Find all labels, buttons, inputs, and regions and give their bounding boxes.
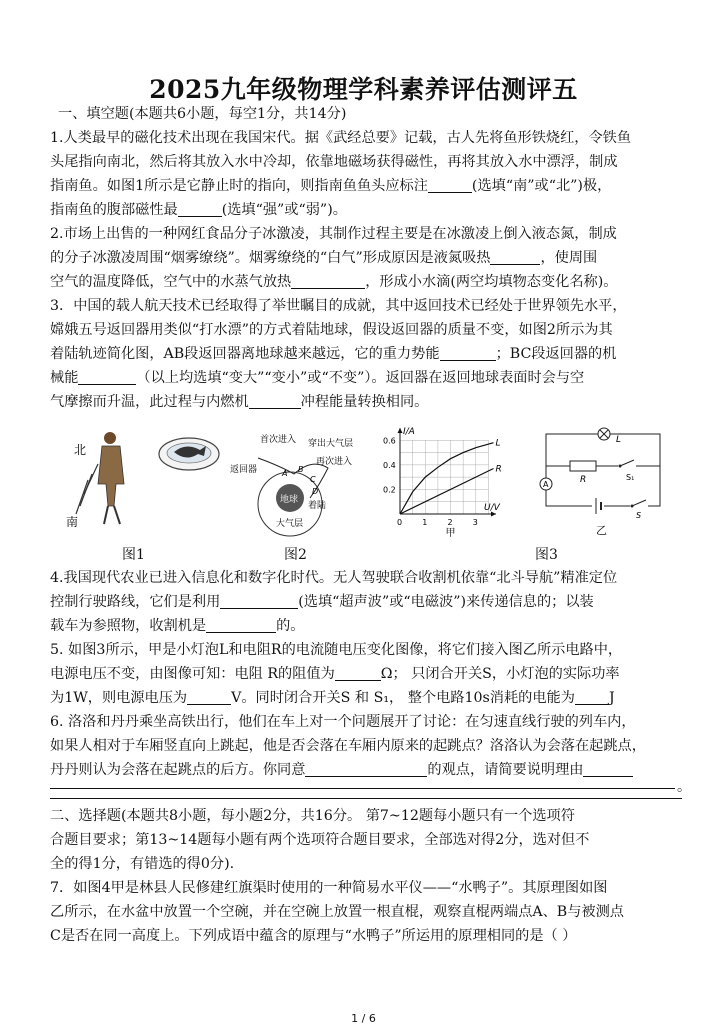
q4-text-3a: 载车为参照物，收割机是 xyxy=(50,618,207,634)
switch-s-icon xyxy=(630,500,648,508)
q3-blank-3[interactable] xyxy=(249,394,301,409)
fig2-point-A: A xyxy=(282,469,288,478)
q1-blank-2[interactable] xyxy=(178,202,222,217)
chart-ticks xyxy=(383,436,478,527)
fig2-returner-label: 返回器 xyxy=(230,465,258,475)
fig2-earth-label: 地球 xyxy=(280,495,299,505)
q1-text-4b: (选填“强”或“弱”)。 xyxy=(221,202,347,218)
q1-text-4a: 指南鱼的腹部磁性最 xyxy=(50,202,178,218)
y-tick-label: 0.4 xyxy=(383,460,396,470)
q7-line-1: 7．如图4甲是林县人民修建红旗渠时使用的一种简易水平仪——“水鸭子”。其原理图如图 xyxy=(50,880,608,896)
q6-line-1: 6. 洛洛和丹丹乘坐高铁出行，他们在车上对一个问题展开了讨论：在匀速直线行驶的列车内， xyxy=(50,714,636,730)
resistor-icon xyxy=(570,461,596,471)
q2-text-2b: ，使周围 xyxy=(540,250,598,266)
q6-text-3b: 的观点，请简要说明理由 xyxy=(427,762,584,778)
q5-blank-1[interactable] xyxy=(335,666,381,681)
q5-text-2b: Ω； 只闭合开关S，小灯泡的实际功率 xyxy=(380,666,620,682)
section-1-heading: 一、填空题(本题共6小题，每空1分，共14分) xyxy=(58,106,347,122)
q2-blank-2[interactable] xyxy=(291,274,365,289)
q3-text-4b: （以上均选填“变大”“变小”或“不变”）。返回器在返回地球表面时会与空 xyxy=(136,370,585,386)
circuit-S1-label: S₁ xyxy=(626,473,635,482)
q3-text-4a: 械能 xyxy=(50,370,79,386)
circuit-A-label: A xyxy=(543,480,549,489)
section-2-line-2: 合题目要求；第13~14题每小题有两个选项符合题目要求，全部选对得2分，选对但不 xyxy=(50,832,590,848)
q4-line-1: 4.我国现代农业已进入信息化和数字化时代。无人驾驶联合收割机依靠“北斗导航”精准定位 xyxy=(50,570,618,586)
chart-x-axis-label: U/V xyxy=(484,503,500,513)
chart-y-axis-label: I/A xyxy=(403,427,415,437)
q3-line-1: 3．中国的载人航天技术已经取得了举世瞩目的成就，其中返回技术已经处于世界领先水平， xyxy=(50,298,627,314)
fig2-atmosphere-label: 大气层 xyxy=(276,519,304,529)
q2-text-3a: 空气的温度降低，空气中的水蒸气放热 xyxy=(50,274,292,290)
q5-line-1: 5. 如图3所示，甲是小灯泡L和电阻R的电流随电压变化图像，将它们接入图乙所示电路中， xyxy=(50,642,623,658)
figure-3-caption: 图3 xyxy=(535,547,558,563)
circuit-frame xyxy=(546,434,660,506)
q3-text-5b: 冲程能量转换相同。 xyxy=(300,394,429,410)
q6-line-2: 如果人相对于车厢竖直向上跳起，他是否会落在车厢内原来的起跳点？洛洛认为会落在起跳点， xyxy=(50,738,646,754)
q3-line-3 xyxy=(50,344,682,364)
q5-text-3a: 为1W，则电源电压为 xyxy=(50,690,188,706)
q6-end-period: 。 xyxy=(677,779,691,795)
q6-line-3 xyxy=(50,760,682,780)
section-2-line-3: 全的得1分，有错选的得0分). xyxy=(50,856,235,872)
fig2-point-B: B xyxy=(298,465,304,474)
q3-line-4 xyxy=(50,368,682,388)
q5-blank-2[interactable] xyxy=(187,690,231,705)
q2-text-2a: 的分子冰激凌周围“烟雾缭绕”。烟雾缭绕的“白气”形成原因是液氮吸热 xyxy=(50,250,491,266)
q2-line-2 xyxy=(50,248,682,268)
chart-axes xyxy=(398,428,497,517)
q1-line-2: 头尾指向南北，然后将其放入水中冷却，依靠地磁场获得磁性，再将其放入水中漂浮，制成 xyxy=(50,154,618,170)
circuit-R-label: R xyxy=(580,475,587,485)
q3-blank-2[interactable] xyxy=(78,370,136,385)
q7-line-3: C是否在同一高度上。下列成语中蕴含的原理与“水鸭子”所运用的原理相同的是（ ） xyxy=(50,928,577,944)
fig2-exit-label: 穿出大气层 xyxy=(308,439,354,449)
circuit-L-label: L xyxy=(616,435,622,445)
q7-line-2: 乙所示，在水盆中放置一个空碗，并在空碗上放置一根直棍，观察直棍两端点A、B与被测点 xyxy=(50,904,624,920)
x-tick-label: 1 xyxy=(422,518,428,527)
q1-line-1: 1.人类最早的磁化技术出现在我国宋代。据《武经总要》记载，古人先将鱼形铁烧红，令铁鱼 xyxy=(50,130,632,146)
fig2-landing-label: 着陆 xyxy=(308,501,327,511)
figure-2-caption: 图2 xyxy=(284,547,307,563)
y-axis-arrow xyxy=(398,428,403,433)
y-tick-label: 0.2 xyxy=(383,485,396,495)
q2-blank-1[interactable] xyxy=(490,250,540,265)
lamp-icon xyxy=(598,428,610,440)
series-label-R: R xyxy=(495,464,502,475)
figure-2-reentry-trajectory xyxy=(228,428,368,540)
q2-text-3b: ，形成小水滴(两空均填物态变化名称)。 xyxy=(365,274,618,290)
q5-line-2 xyxy=(50,664,682,684)
x-tick-label: 0 xyxy=(397,518,403,527)
series-label-L: L xyxy=(495,438,501,449)
q4-blank-1[interactable] xyxy=(220,594,298,609)
q3-line-5 xyxy=(50,392,682,412)
q2-line-3 xyxy=(50,272,682,292)
figure-3b-circuit xyxy=(532,424,668,520)
q4-line-3 xyxy=(50,616,682,636)
q6-text-3a: 丹丹则认为会落在起跳点的后方。你同意 xyxy=(50,762,306,778)
figure-3a-iu-chart xyxy=(378,418,510,538)
x-tick-label: 3 xyxy=(472,518,478,527)
q3-text-5a: 气摩擦而升温，此过程与内燃机 xyxy=(50,394,249,410)
x-tick-label: 2 xyxy=(447,518,453,527)
q6-blank-1[interactable] xyxy=(305,762,427,777)
page-title: 2025九年级物理学科素养评估测评五 xyxy=(149,75,578,104)
section-2-line-1: 二、选择题(本题共8小题，每小题2分，共16分。 第7~12题每小题只有一个选项符 xyxy=(50,808,575,824)
fig2-point-D: D xyxy=(312,487,319,496)
series-line-L xyxy=(400,443,494,514)
q1-line-3 xyxy=(50,176,682,196)
page-number: 1 / 6 xyxy=(351,1012,376,1025)
q4-blank-2[interactable] xyxy=(206,618,276,633)
section-divider xyxy=(50,798,682,799)
q1-blank-1[interactable] xyxy=(428,178,472,193)
q3-text-3b: ；BC段返回器的机 xyxy=(495,346,617,362)
q6-answer-rule[interactable] xyxy=(50,788,675,789)
q3-text-3a: 着陆轨迹简化图，AB段返回器离地球越来越远，它的重力势能 xyxy=(50,346,440,362)
q5-text-3b: V。同时闭合开关S 和 S₁， 整个电路10s消耗的电能为 xyxy=(231,690,575,706)
fig3a-sublabel: 甲 xyxy=(445,528,456,538)
figure-1-compass-fish xyxy=(64,424,224,536)
figure-1-caption: 图1 xyxy=(122,547,145,563)
fig1-north-label: 北 xyxy=(74,443,87,457)
battery-icon xyxy=(592,498,604,514)
q4-text-3b: 的。 xyxy=(276,618,305,634)
q1-text-3a: 指南鱼。如图1所示是它静止时的指向，则指南鱼鱼头应标注 xyxy=(50,178,428,194)
circuit-S-label: S xyxy=(636,511,642,520)
fig2-reentry-label: 再次进入 xyxy=(316,457,353,467)
q4-text-2b: (选填“超声波”或“电磁波”)来传递信息的；以装 xyxy=(298,594,594,610)
q3-line-2: 嫦娥五号返回器用类似“打水漂”的方式着陆地球，假设返回器的质量不变，如图2所示为其 xyxy=(50,322,613,338)
q5-blank-3[interactable] xyxy=(575,690,609,705)
q3-blank-1[interactable] xyxy=(440,346,496,361)
q1-line-4 xyxy=(50,200,682,220)
q5-text-2a: 电源电压不变，由图像可知：电阻 R的阻值为 xyxy=(50,666,335,682)
q2-line-1: 2.市场上出售的一种网红食品分子冰激凌，其制作过程主要是在冰激凌上倒入液态氮，制成 xyxy=(50,226,617,242)
q5-text-3c: J xyxy=(608,690,615,706)
q4-line-2 xyxy=(50,592,682,612)
fig2-first-entry-label: 首次进入 xyxy=(260,435,297,445)
fig2-point-C: C xyxy=(310,475,316,484)
fig3b-sublabel: 乙 xyxy=(596,524,607,537)
q6-blank-2[interactable] xyxy=(583,762,633,777)
q4-text-2a: 控制行驶路线，它们是利用 xyxy=(50,594,221,610)
y-tick-label: 0.6 xyxy=(383,436,396,446)
fig1-fish-bowl xyxy=(159,438,219,470)
switch-s1-icon xyxy=(618,460,636,469)
series-line-R xyxy=(400,469,494,515)
q5-line-3 xyxy=(50,688,682,708)
q1-text-3b: (选填“南”或“北”)极， xyxy=(471,178,612,194)
fig1-south-label: 南 xyxy=(66,515,79,529)
